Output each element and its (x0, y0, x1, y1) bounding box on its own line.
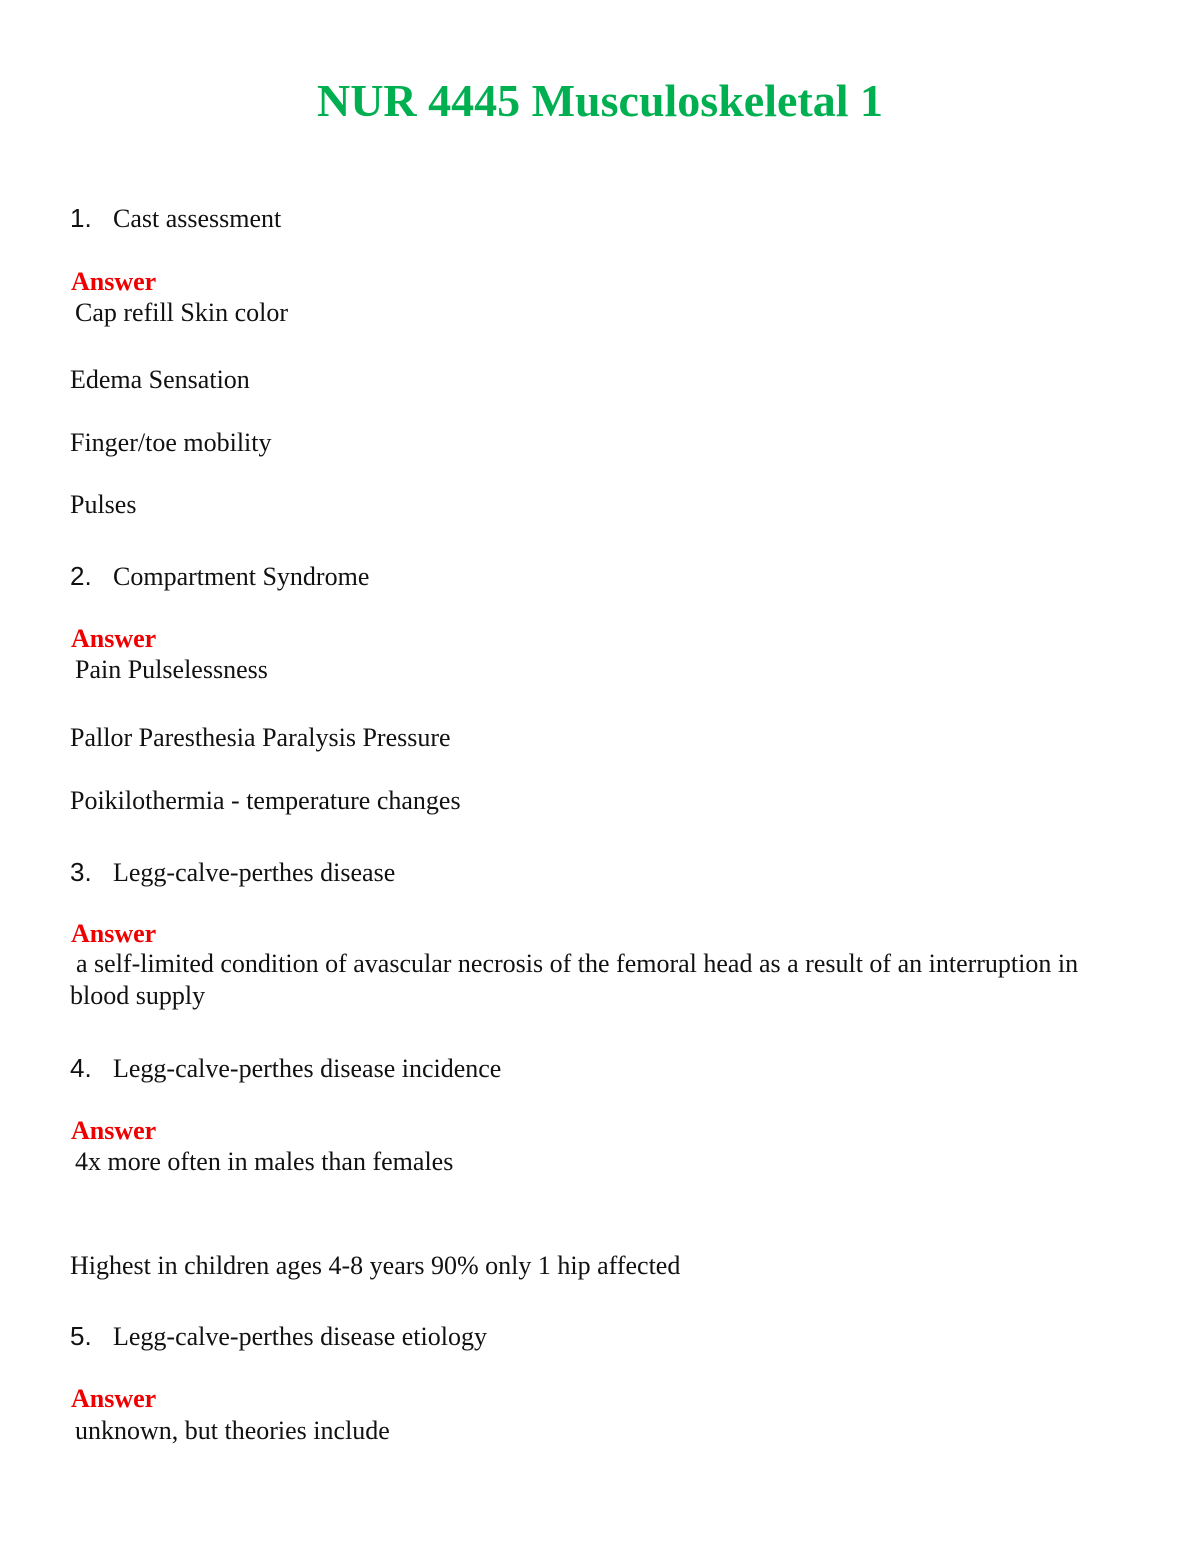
answer-line: unknown, but theories include (75, 1416, 390, 1445)
question-number: 4. (70, 1053, 92, 1083)
question-5 (70, 1323, 487, 1350)
answer-line: a self-limited condition of avascular necrosis of the femoral head as a result of an interruption in blood supply (70, 949, 1079, 1010)
question-text: Legg-calve-perthes disease incidence (113, 1054, 502, 1083)
question-text: Cast assessment (113, 204, 282, 233)
answer-label: Answer (71, 1116, 157, 1145)
answer-label: Answer (71, 624, 157, 653)
question-number: 3. (70, 857, 92, 887)
answer-line: Pallor Paresthesia Paralysis Pressure (70, 723, 451, 752)
answer-label: Answer (71, 919, 157, 948)
question-text: Compartment Syndrome (113, 562, 370, 591)
document-title: NUR 4445 Musculoskeletal 1 (316, 75, 884, 126)
question-number: 5. (70, 1321, 92, 1351)
question-number: 1. (70, 203, 92, 233)
question-2 (70, 563, 369, 590)
question-3 (70, 859, 395, 886)
answer-line: Pulses (70, 490, 137, 519)
answer-label: Answer (71, 267, 157, 296)
answer-line: Poikilothermia - temperature changes (70, 786, 461, 815)
question-1 (70, 205, 281, 232)
answer-line: Edema Sensation (70, 365, 250, 394)
answer-line: Pain Pulselessness (75, 655, 268, 684)
answer-line: Cap refill Skin color (75, 298, 289, 327)
answer-line: Finger/toe mobility (70, 428, 272, 457)
question-number: 2. (70, 561, 92, 591)
question-text: Legg-calve-perthes disease (113, 858, 396, 887)
answer-line: Highest in children ages 4-8 years 90% only 1 hip affected (70, 1251, 681, 1280)
question-4 (70, 1055, 501, 1082)
answer-line: 4x more often in males than females (75, 1147, 454, 1176)
question-text: Legg-calve-perthes disease etiology (113, 1322, 487, 1351)
answer-label: Answer (71, 1384, 157, 1413)
